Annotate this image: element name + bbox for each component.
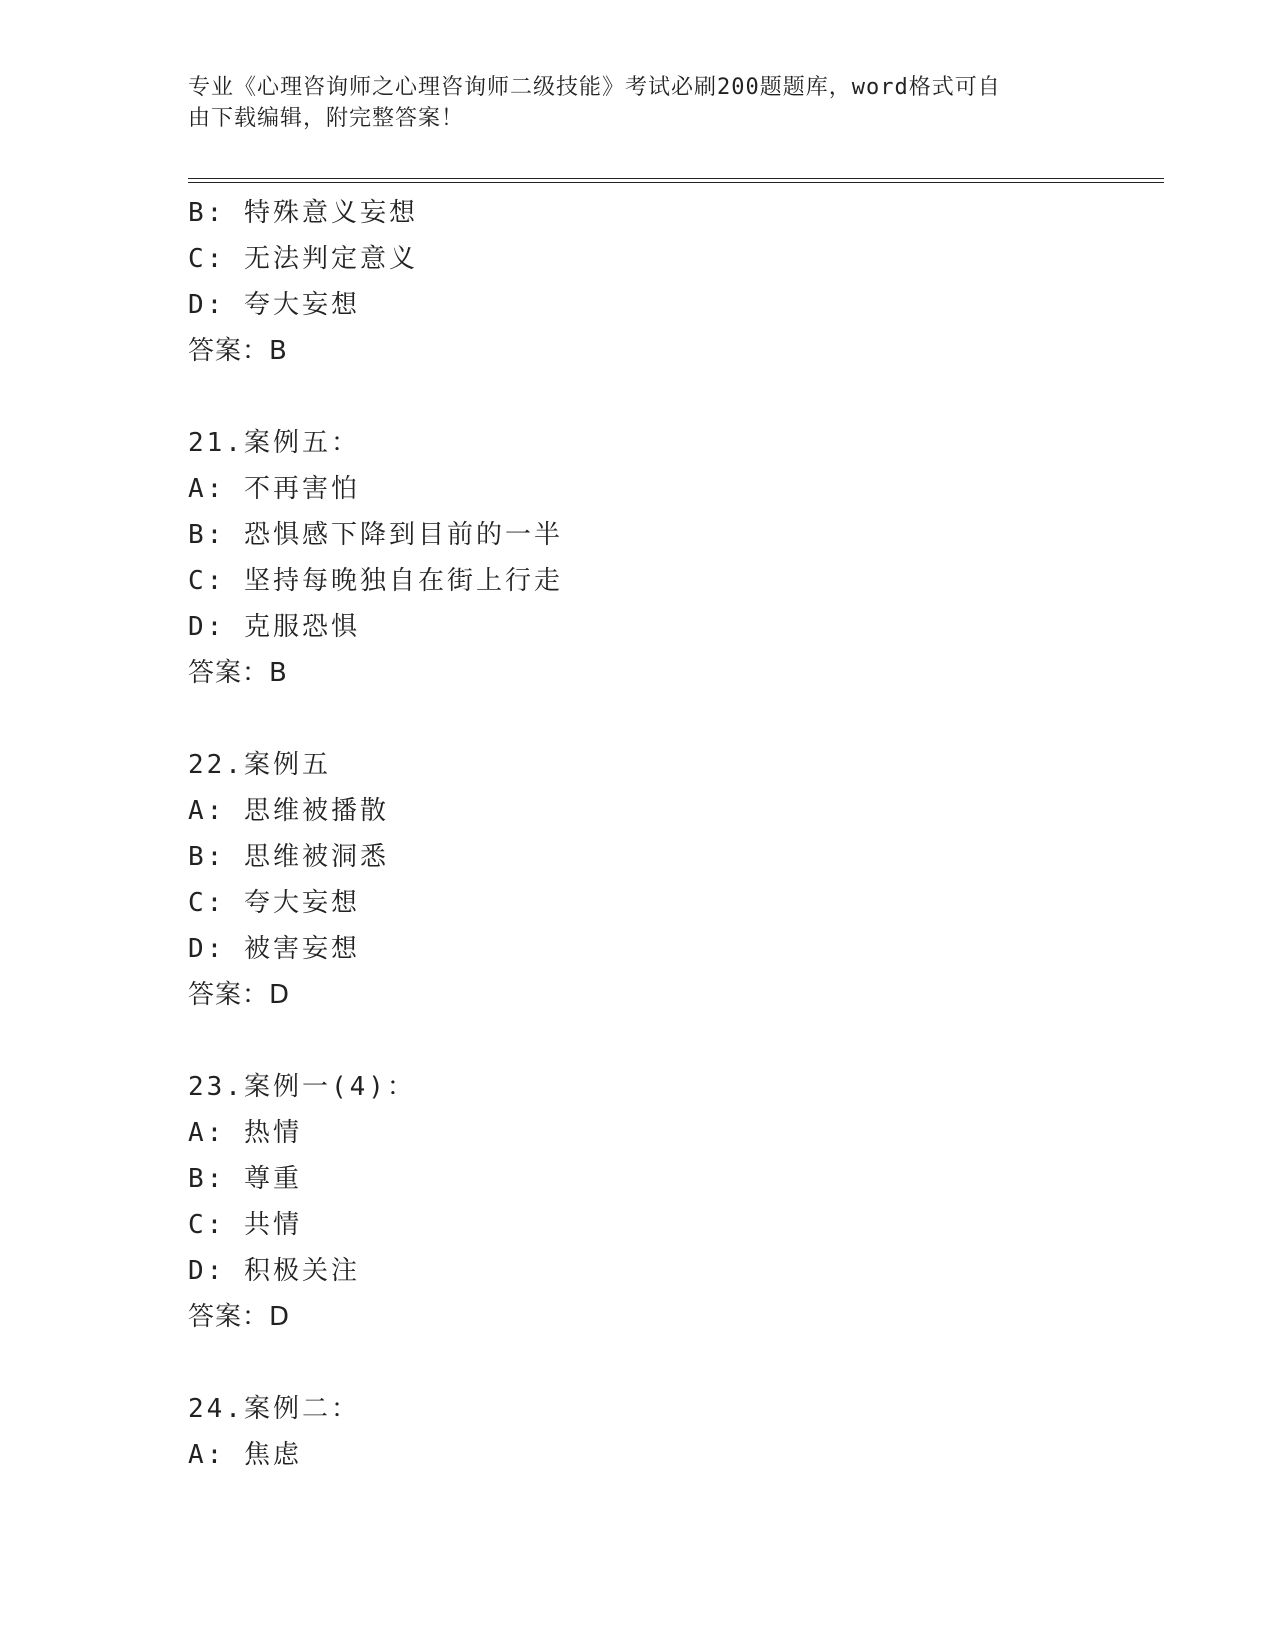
question-title: 23.案例一(4)： [188,1072,416,1102]
option-line: B: 恐惧感下降到目前的一半 [188,520,563,550]
header-line-2: 由下载编辑，附完整答案！ [188,106,465,131]
option-line: D: 克服恐惧 [188,612,360,642]
document-header [188,72,1088,134]
option-line: D: 积极关注 [188,1256,360,1286]
answer-line: 答案：D [188,1302,291,1332]
question-title: 21.案例五： [188,428,360,458]
spacer [188,374,1148,420]
answer-line: 答案：D [188,980,291,1010]
option-line: C: 共情 [188,1210,302,1240]
answer-line: 答案：B [188,336,288,366]
spacer [188,1340,1148,1386]
spacer [188,1018,1148,1064]
option-line: A: 不再害怕 [188,474,360,504]
option-line: D: 被害妄想 [188,934,360,964]
question-list [188,190,1148,1478]
header-divider-bottom [188,182,1164,183]
option-line: B: 尊重 [188,1164,302,1194]
option-line: B: 特殊意义妄想 [188,198,418,228]
option-line: B: 思维被洞悉 [188,842,389,872]
answer-line: 答案：B [188,658,288,688]
option-line: D: 夸大妄想 [188,290,360,320]
option-line: C: 坚持每晚独自在街上行走 [188,566,563,596]
header-line-1: 专业《心理咨询师之心理咨询师二级技能》考试必刷200题题库，word格式可自 [188,75,1001,100]
option-line: A: 热情 [188,1118,302,1148]
header-divider-top [188,178,1164,179]
option-line: C: 夸大妄想 [188,888,360,918]
question-title: 22.案例五 [188,750,331,780]
option-line: A: 焦虑 [188,1440,302,1470]
option-line: C: 无法判定意义 [188,244,418,274]
spacer [188,696,1148,742]
question-title: 24.案例二： [188,1394,360,1424]
option-line: A: 思维被播散 [188,796,389,826]
